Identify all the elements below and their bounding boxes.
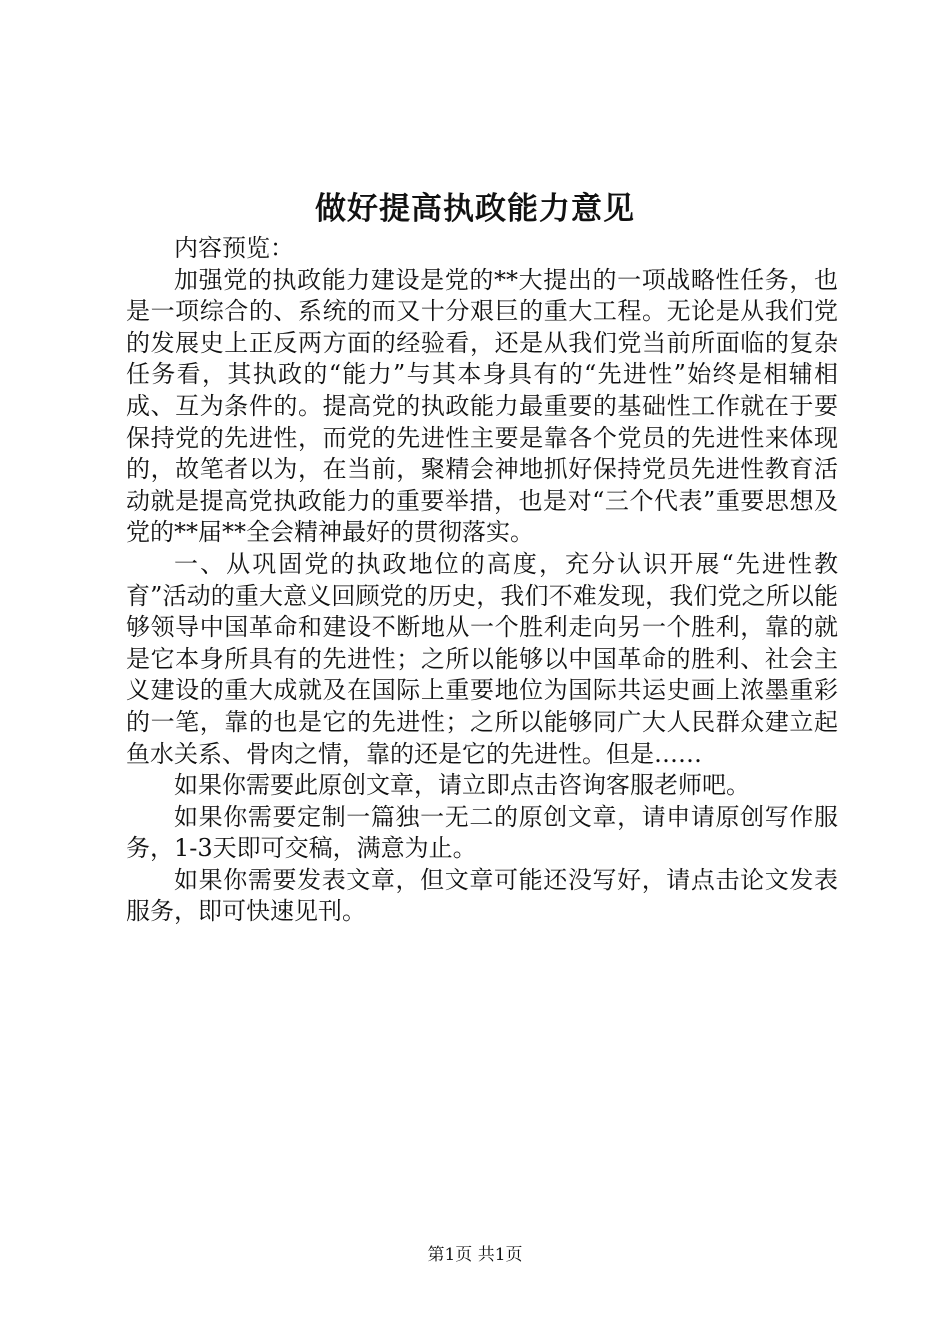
paragraph-custom-writing: 如果你需要定制一篇独一无二的原创文章，请申请原创写作服务，1-3天即可交稿，满意为止。 [126,802,838,863]
document-body [126,233,838,928]
paragraph-section-one: 一、从巩固党的执政地位的高度，充分认识开展“先进性教育”活动的重大意义回顾党的历史，我们不难发现，我们党之所以能够领导中国革命和建设不断地从一个胜利走向另一个胜利，靠的就是它本身所具有的先进性；之所以能够以中国革命的胜利、社会主义建设的重大成就及在国际上重要地位为国际共运史画上浓墨重彩的一笔，靠的也是它的先进性；之所以能够同广大人民群众建立起鱼水关系、骨肉之情，靠的还是它的先进性。但是…… [126,549,838,768]
paragraph-consult: 如果你需要此原创文章，请立即点击咨询客服老师吧。 [174,771,750,800]
paragraph-publishing: 如果你需要发表文章，但文章可能还没写好，请点击论文发表服务，即可快速见刊。 [126,865,838,926]
page-footer: 第1页 共1页 [427,1245,523,1265]
preview-label: 内容预览： [174,234,294,262]
document-title: 做好提高执政能力意见 [315,191,635,227]
paragraph-intro: 加强党的执政能力建设是党的**大提出的一项战略性任务，也是一项综合的、系统的而又十分艰巨的重大工程。无论是从我们党的发展史上正反两方面的经验看，还是从我们党当前所面临的复杂任务看，其执政的“能力”与其本身具有的“先进性”始终是相辅相成、互为条件的。提高党的执政能力最重要的基础性工作就在于要保持党的先进性，而党的先进性主要是靠各个党员的先进性来体现的，故笔者以为，在当前，聚精会神地抓好保持党员先进性教育活动就是提高党执政能力的重要举措，也是对“三个代表”重要思想及党的**届**全会精神最好的贯彻落实。 [126,265,838,547]
